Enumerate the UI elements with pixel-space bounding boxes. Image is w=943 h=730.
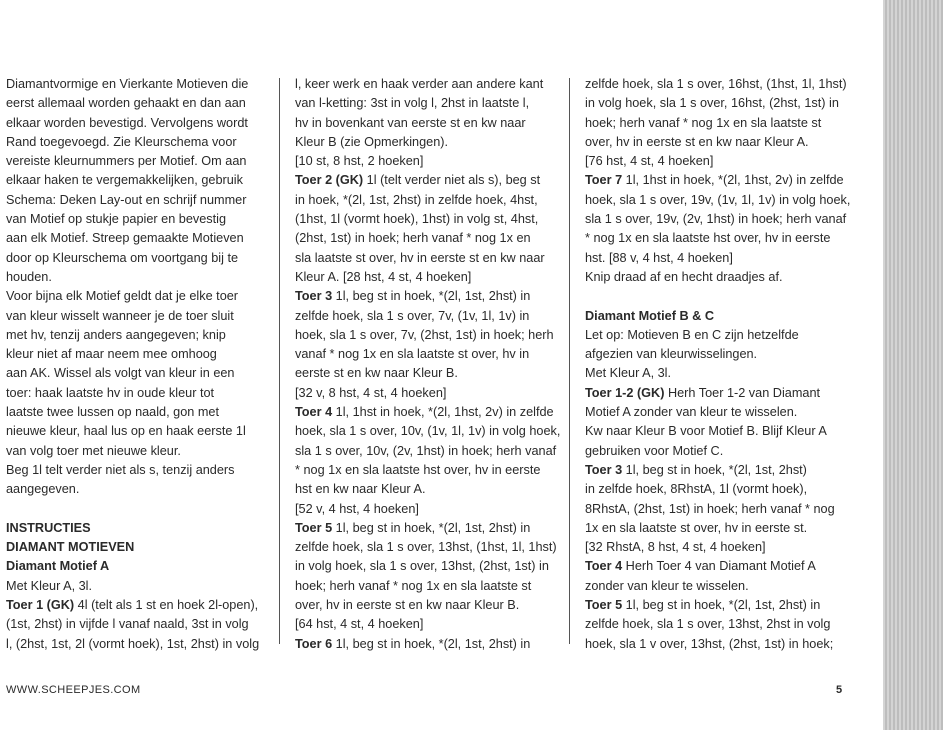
line-text: van kleur wisselt wanneer je de toer sluit <box>6 308 234 323</box>
text-line <box>295 461 557 480</box>
text-line <box>295 557 557 576</box>
line-text: met hv, tenzij anders aangegeven; knip <box>6 327 226 342</box>
section-heading: DIAMANT MOTIEVEN <box>6 540 135 555</box>
text-line <box>6 114 268 133</box>
text-line <box>295 326 557 345</box>
section-heading: Diamant Motief A <box>6 559 110 574</box>
line-text: gebruiken voor Motief C. <box>585 443 724 458</box>
line-text: 1l, beg st in hoek, *(2l, 1st, 2hst) in <box>622 598 821 613</box>
line-text: * nog 1x en sla laatste hst over, hv in eerste <box>295 462 541 477</box>
text-line <box>6 75 268 94</box>
text-line <box>6 307 268 326</box>
round-label: Toer 4 <box>585 559 623 574</box>
text-line <box>6 171 268 190</box>
text-line <box>585 152 853 171</box>
text-line <box>295 442 557 461</box>
paragraph-gap <box>6 500 268 519</box>
text-line <box>585 596 853 615</box>
paragraph <box>6 75 268 287</box>
line-text: hst. [88 v, 4 hst, 4 hoeken] <box>585 250 733 265</box>
column-divider-2 <box>569 78 570 644</box>
line-text: door op Kleurschema om voortgang bij te <box>6 250 239 265</box>
line-text: Motief A zonder van kleur te wisselen. <box>585 405 798 420</box>
paragraph <box>295 615 557 634</box>
line-text: 1l, beg st in hoek, *(2l, 1st, 2hst) in <box>332 520 531 535</box>
round-instruction <box>295 519 557 615</box>
line-text: houden. <box>6 269 52 284</box>
line-text: laatste twee lussen op naald, gon met <box>6 405 220 420</box>
text-line <box>295 635 557 654</box>
text-line <box>6 403 268 422</box>
round-instruction <box>585 596 853 654</box>
line-text: hoek; herh vanaf * nog 1x en sla laatste st <box>295 578 532 593</box>
column-divider-1 <box>279 78 280 644</box>
text-line <box>295 577 557 596</box>
text-line <box>295 403 557 422</box>
line-text: Voor bijna elk Motief geldt dat je elke toer <box>6 289 239 304</box>
text-line <box>6 384 268 403</box>
text-line <box>585 635 853 654</box>
round-label: Toer 1-2 (GK) <box>585 385 665 400</box>
line-text: 4l (telt als 1 st en hoek 2l-open), <box>74 598 259 613</box>
text-line <box>585 364 853 383</box>
round-instruction <box>6 596 268 654</box>
text-line <box>585 249 853 268</box>
line-text: (1st, 2hst) in vijfde l vanaf naald, 3st in volg <box>6 617 249 632</box>
paragraph <box>6 461 268 500</box>
text-line <box>6 577 268 596</box>
text-line <box>295 114 557 133</box>
text-line <box>585 210 853 229</box>
line-text: * nog 1x en sla laatste hst over, hv in eerste <box>585 231 831 246</box>
line-text: hoek; herh vanaf * nog 1x en sla laatste st <box>585 115 822 130</box>
text-line <box>585 75 853 94</box>
line-text: in volg hoek, sla 1 s over, 13hst, (2hst, 1st) in <box>295 559 549 574</box>
text-line <box>585 345 853 364</box>
paragraph <box>6 577 268 596</box>
line-text: Knip draad af en hecht draadjes af. <box>585 269 783 284</box>
round-instruction <box>585 557 853 596</box>
line-text: in volg hoek, sla 1 s over, 16hst, (2hst, 1st) in <box>585 96 839 111</box>
text-line <box>585 94 853 113</box>
line-text: Schema: Deken Lay-out en schrijf nummer <box>6 192 247 207</box>
line-text: aan AK. Wissel als volgt van kleur in een <box>6 366 235 381</box>
line-text: in hoek, *(2l, 1st, 2hst) in zelfde hoek, 4hst, <box>295 192 538 207</box>
text-line <box>585 229 853 248</box>
footer-url[interactable]: WWW.SCHEEPJES.COM <box>6 684 141 696</box>
text-line <box>585 191 853 210</box>
text-line <box>585 615 853 634</box>
paragraph <box>295 152 557 171</box>
line-text: l, keer werk en haak verder aan andere kant <box>295 77 544 91</box>
line-text: l, (2hst, 1st, 2l (vormt hoek), 1st, 2hst) in volg <box>6 636 260 651</box>
text-line <box>6 615 268 634</box>
paragraph-gap <box>585 287 853 306</box>
paragraph <box>585 326 853 365</box>
line-text: van Motief op stukje papier en bevestig <box>6 212 227 227</box>
text-line <box>6 229 268 248</box>
line-text: zonder van kleur te wisselen. <box>585 578 749 593</box>
text-line <box>295 171 557 190</box>
line-text: 1l, 1hst in hoek, *(2l, 1hst, 2v) in zelfde <box>622 173 844 188</box>
round-label: Toer 5 <box>585 598 623 613</box>
paragraph <box>585 75 853 152</box>
line-text: Kw naar Kleur B voor Motief B. Blijf Kleur A <box>585 424 827 439</box>
paragraph <box>585 152 853 171</box>
text-line <box>585 442 853 461</box>
round-instruction <box>585 384 853 423</box>
page-number: 5 <box>836 684 843 696</box>
text-line <box>295 596 557 615</box>
text-line <box>585 480 853 499</box>
line-text: van volg toer met nieuwe kleur. <box>6 443 181 458</box>
paragraph <box>295 75 557 152</box>
text-line <box>6 94 268 113</box>
line-text: (2hst, 1st) in hoek; herh vanaf * nog 1x en <box>295 231 531 246</box>
round-label: Toer 7 <box>585 173 623 188</box>
round-instruction <box>295 635 557 654</box>
line-text: hoek, sla 1 v over, 13hst, (2hst, 1st) in hoek; <box>585 636 834 651</box>
paragraph <box>295 384 557 403</box>
text-line <box>585 326 853 345</box>
paragraph <box>585 364 853 383</box>
text-line <box>295 229 557 248</box>
text-line <box>295 75 557 94</box>
line-text: Beg 1l telt verder niet als s, tenzij anders <box>6 462 235 477</box>
paragraph <box>295 500 557 519</box>
line-text: sla 1 s over, 10v, (2v, 1hst) in hoek; herh vanaf <box>295 443 557 458</box>
text-line <box>6 461 268 480</box>
text-line <box>585 114 853 133</box>
text-column-2 <box>295 75 561 654</box>
text-line <box>295 94 557 113</box>
text-line <box>295 287 557 306</box>
text-column-1 <box>6 75 268 654</box>
text-line <box>6 191 268 210</box>
line-text: elkaar haken te vergemakkelijken, gebruik <box>6 173 243 188</box>
text-line <box>6 326 268 345</box>
text-column-3 <box>585 75 853 654</box>
text-line <box>6 268 268 287</box>
text-line <box>585 384 853 403</box>
text-line <box>295 268 557 287</box>
text-line <box>295 152 557 171</box>
line-text: in zelfde hoek, 8RhstA, 1l (vormt hoek), <box>585 482 808 497</box>
line-text: afgezien van kleurwisselingen. <box>585 347 758 362</box>
line-text: hv in bovenkant van eerste st en kw naar <box>295 115 526 130</box>
text-line <box>585 461 853 480</box>
line-text: sla 1 s over, 19v, (2v, 1hst) in hoek; herh vanaf <box>585 212 847 227</box>
line-text: Let op: Motieven B en C zijn hetzelfde <box>585 327 799 342</box>
text-line <box>295 500 557 519</box>
paragraph <box>585 422 853 461</box>
text-line <box>6 249 268 268</box>
line-text: [76 hst, 4 st, 4 hoeken] <box>585 154 714 169</box>
line-text: zelfde hoek, sla 1 s over, 16hst, (1hst, 1l, 1hst) <box>585 77 847 91</box>
text-line <box>295 538 557 557</box>
line-text: toer: haak laatste hv in oude kleur tot <box>6 385 215 400</box>
round-label: Toer 5 <box>295 520 333 535</box>
text-line <box>6 635 268 654</box>
line-text: 1l, beg st in hoek, *(2l, 1st, 2hst) in <box>332 636 531 651</box>
text-line <box>295 210 557 229</box>
text-line <box>585 171 853 190</box>
line-text: aan elk Motief. Streep gemaakte Motieven <box>6 231 244 246</box>
round-instruction <box>585 461 853 538</box>
text-line <box>295 384 557 403</box>
section-heading: Diamant Motief B & C <box>585 308 714 323</box>
paragraph <box>585 268 853 287</box>
section-heading: INSTRUCTIES <box>6 520 91 535</box>
text-line <box>295 519 557 538</box>
line-text: 1l, 1hst in hoek, *(2l, 1hst, 2v) in zelfde <box>332 405 554 420</box>
line-text: vereiste kleurnummers per Motief. Om aan <box>6 154 247 169</box>
line-text: Diamantvormige en Vierkante Motieven die <box>6 77 249 91</box>
line-text: zelfde hoek, sla 1 s over, 13hst, (1hst, 1l, 1hst) <box>295 540 557 555</box>
text-line <box>585 577 853 596</box>
round-label: Toer 4 <box>295 405 333 420</box>
text-line <box>6 287 268 306</box>
line-text: elkaar worden bevestigd. Vervolgens wordt <box>6 115 248 130</box>
text-line <box>585 268 853 287</box>
line-text: 1x en sla laatste st over, hv in eerste st. <box>585 520 808 535</box>
text-line <box>585 133 853 152</box>
text-line <box>295 307 557 326</box>
line-text: hoek, sla 1 s over, 19v, (1v, 1l, 1v) in volg hoek, <box>585 192 851 207</box>
text-line <box>585 538 853 557</box>
line-text: 1l (telt verder niet als s), beg st <box>363 173 541 188</box>
text-line <box>6 133 268 152</box>
text-line <box>6 480 268 499</box>
text-line <box>585 422 853 441</box>
line-text: hoek, sla 1 s over, 10v, (1v, 1l, 1v) in volg hoek, <box>295 424 561 439</box>
round-label: Toer 3 <box>585 462 623 477</box>
line-text: Rand toegevoegd. Zie Kleurschema voor <box>6 134 237 149</box>
round-label: Toer 6 <box>295 636 333 651</box>
line-text: hst en kw naar Kleur A. <box>295 482 426 497</box>
line-text: over, hv in eerste st en kw naar Kleur A. <box>585 134 809 149</box>
text-line <box>6 152 268 171</box>
line-text: [64 hst, 4 st, 4 hoeken] <box>295 617 424 632</box>
round-instruction <box>295 403 561 499</box>
text-line <box>585 500 853 519</box>
text-line <box>295 480 557 499</box>
text-line <box>295 615 557 634</box>
text-line <box>6 422 268 441</box>
text-line <box>295 249 557 268</box>
text-line <box>585 557 853 576</box>
paragraph <box>585 538 853 557</box>
line-text: hoek, sla 1 s over, 7v, (2hst, 1st) in hoek; herh <box>295 327 554 342</box>
round-label: Toer 2 (GK) <box>295 173 364 188</box>
round-label: Toer 3 <box>295 289 333 304</box>
text-line <box>295 422 561 441</box>
line-text: (1hst, 1l (vormt hoek), 1hst) in volg st, 4hst, <box>295 212 539 227</box>
text-line <box>295 364 557 383</box>
line-text: [10 st, 8 hst, 2 hoeken] <box>295 154 424 169</box>
line-text: [32 v, 8 hst, 4 st, 4 hoeken] <box>295 385 447 400</box>
text-line <box>6 596 268 615</box>
round-instruction <box>295 287 557 383</box>
text-line <box>295 133 557 152</box>
line-text: aangegeven. <box>6 482 80 497</box>
line-text: [32 RhstA, 8 hst, 4 st, 4 hoeken] <box>585 540 766 555</box>
line-text: kleur niet af maar neem mee omhoog <box>6 347 217 362</box>
line-text: 1l, beg st in hoek, *(2l, 1st, 2hst) in <box>332 289 531 304</box>
round-label: Toer 1 (GK) <box>6 598 75 613</box>
line-text: sla laatste st over, hv in eerste st en kw naar <box>295 250 545 265</box>
text-line <box>585 403 853 422</box>
line-text: Met Kleur A, 3l. <box>585 366 672 381</box>
line-text: van l-ketting: 3st in volg l, 2hst in laatste l, <box>295 96 530 111</box>
line-text: Kleur B (zie Opmerkingen). <box>295 134 449 149</box>
line-text: over, hv in eerste st en kw naar Kleur B. <box>295 598 520 613</box>
line-text: zelfde hoek, sla 1 s over, 13hst, 2hst in volg <box>585 617 831 632</box>
line-text: Herh Toer 4 van Diamant Motief A <box>622 559 816 574</box>
line-text: 8RhstA, (2hst, 1st) in hoek; herh vanaf * nog <box>585 501 835 516</box>
line-text: Met Kleur A, 3l. <box>6 578 93 593</box>
page-edge-strip <box>883 0 943 730</box>
line-text: eerste st en kw naar Kleur B. <box>295 366 458 381</box>
line-text: vanaf * nog 1x en sla laatste st over, hv in <box>295 347 530 362</box>
line-text: eerst allemaal worden gehaakt en dan aan <box>6 96 246 111</box>
text-line <box>6 210 268 229</box>
text-line <box>295 191 557 210</box>
line-text: 1l, beg st in hoek, *(2l, 1st, 2hst) <box>622 462 807 477</box>
line-text: [52 v, 4 hst, 4 hoeken] <box>295 501 419 516</box>
line-text: Herh Toer 1-2 van Diamant <box>664 385 821 400</box>
text-line <box>295 345 557 364</box>
text-line <box>585 519 853 538</box>
paragraph <box>6 287 268 461</box>
text-line <box>6 345 268 364</box>
line-text: Kleur A. [28 hst, 4 st, 4 hoeken] <box>295 269 472 284</box>
line-text: nieuwe kleur, haal lus op en haak eerste 1l <box>6 424 246 439</box>
text-line <box>6 364 268 383</box>
line-text: zelfde hoek, sla 1 s over, 7v, (1v, 1l, 1v) in <box>295 308 530 323</box>
round-instruction <box>295 171 557 287</box>
text-line <box>6 442 268 461</box>
round-instruction <box>585 171 853 267</box>
